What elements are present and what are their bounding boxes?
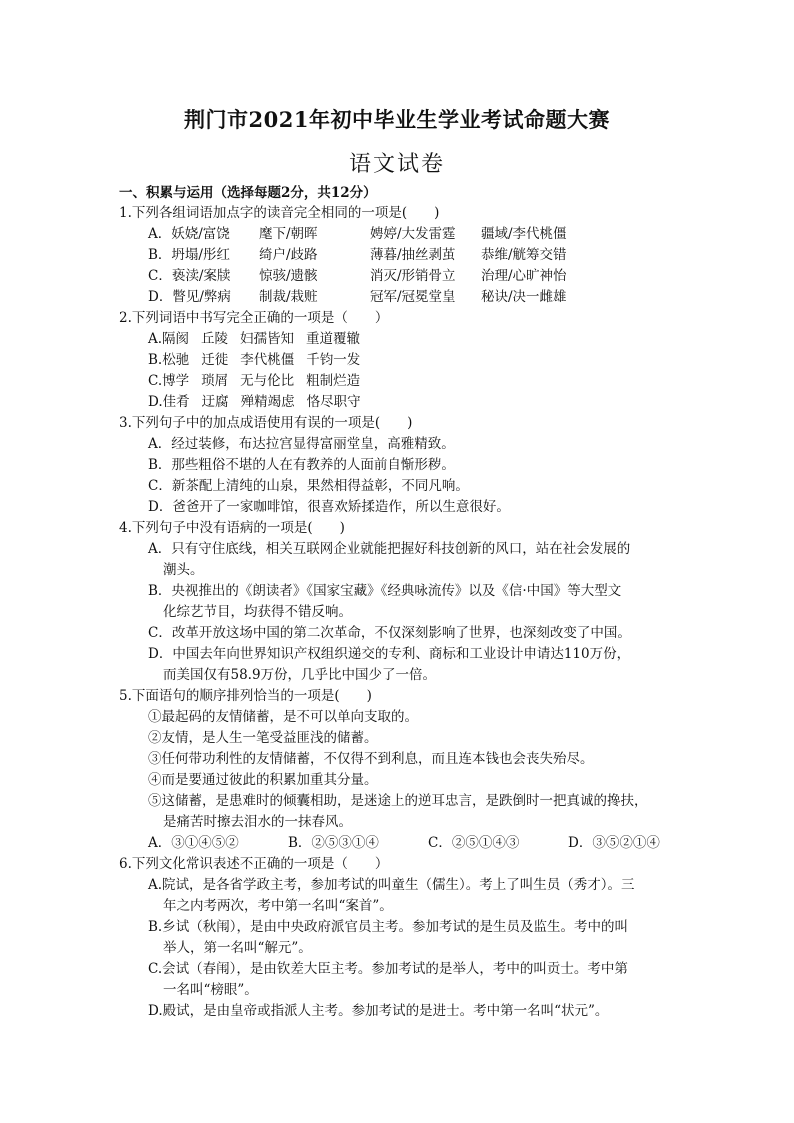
question-6-option-a: A.院试，是各省学政主考，参加考试的叫童生（儒生）。考上了叫生员（秀才）。三 [148, 877, 635, 893]
option-cell: 麾下/朝晖 [259, 226, 318, 242]
question-2-option-d [148, 392, 373, 412]
option-cell: 妇孺皆知 [240, 331, 295, 347]
section-heading: 一、积累与运用（选择每题2分，共12分） [119, 185, 377, 201]
question-4-option-b: B．央视推出的《朗读者》《国家宝藏》《经典咏流传》以及《信·中国》等大型文 [148, 583, 622, 599]
option-cell: 绮户/歧路 [259, 247, 318, 263]
question-4-option-b-continued: 化综艺节目，均获得不错反响。 [163, 604, 352, 620]
option-cell: 疆域/李代桃僵 [481, 226, 567, 242]
question-4-option-d: D．中国去年向世界知识产权组织递交的专利、商标和工业设计申请达110万份， [148, 646, 631, 662]
question-5-sentence-2: ②友情，是人生一笔受益匪浅的储蓄。 [148, 730, 378, 746]
option-cell: 恭维/觥筹交错 [481, 247, 567, 263]
question-4-option-c: C．改革开放这场中国的第二次革命，不仅深刻影响了世界，也深刻改变了中国。 [148, 625, 631, 641]
option-cell: 殚精竭虑 [240, 394, 295, 410]
option-cell: 琐屑 [201, 373, 229, 389]
question-5-sentence-5-continued: 是痛苦时擦去泪水的一抹春风。 [163, 814, 352, 830]
option-cell: 冠军/冠冕堂皇 [370, 289, 456, 305]
exam-subtitle: 语文试卷 [348, 152, 445, 177]
question-6-option-a-continued: 年之内考两次，考中第一名叫“案首”。 [163, 898, 393, 914]
question-3-stem: 3.下列句子中的加点成语使用有误的一项是( ) [119, 415, 413, 431]
option-cell: C．亵渎/案牍 [148, 268, 231, 284]
question-4-option-d-continued: 而美国仅有58.9万份，几乎比中国少了一倍。 [163, 667, 437, 683]
question-6-option-d: D.殿试，是由皇帝或指派人主考。参加考试的是进士。考中第一名叫“状元”。 [148, 1003, 609, 1019]
option-d: D．③⑤②①④ [568, 835, 660, 851]
option-cell: B．坍塌/彤红 [148, 247, 230, 263]
question-5-sentence-3: ③任何带功利性的友情储蓄，不仅得不到利息，而且连本钱也会丧失殆尽。 [148, 751, 594, 767]
question-6-option-c: C.会试（春闱），是由钦差大臣主考。参加考试的是举人，考中的叫贡士。考中第 [148, 961, 628, 977]
question-1-option-b [148, 245, 567, 265]
question-5-sentence-5: ⑤这储蓄，是患难时的倾囊相助，是迷途上的逆耳忠言，是跌倒时一把真诚的搀扶， [148, 793, 648, 809]
option-cell: 消灭/形销骨立 [370, 268, 456, 284]
question-5-options [148, 833, 708, 853]
option-cell: 迂腐 [201, 394, 229, 410]
option-cell: 迁徙 [201, 352, 229, 368]
exam-title: 荆门市2021年初中毕业生学业考试命题大赛 [184, 107, 610, 132]
question-4-stem: 4.下列句子中没有语病的一项是( ) [119, 520, 345, 536]
option-cell: 惊骇/遗骸 [259, 268, 318, 284]
question-5-sentence-1: ①最起码的友情储蓄，是不可以单向支取的。 [148, 709, 418, 725]
option-b: B．②⑤③①④ [288, 835, 379, 851]
question-1-option-a [148, 224, 567, 244]
option-cell: A．妖娆/富饶 [148, 226, 230, 242]
question-1-option-d [148, 287, 567, 307]
question-3-option-b: B．那些粗俗不堪的人在有教养的人面前自惭形秽。 [148, 457, 455, 473]
question-2-option-b [148, 350, 372, 370]
question-6-option-b: B.乡试（秋闱），是由中央政府派官员主考。参加考试的是生员及监生。考中的叫 [148, 919, 628, 935]
question-4-option-a: A．只有守住底线，相关互联网企业就能把握好科技创新的风口，站在社会发展的 [148, 541, 631, 557]
question-2-stem: 2.下列词语中书写完全正确的一项是（ ） [119, 310, 389, 326]
option-cell: 千钧一发 [306, 352, 361, 368]
option-cell: C.博学 [148, 373, 190, 389]
option-cell: 薄暮/抽丝剥茧 [370, 247, 456, 263]
question-3-option-c: C．新茶配上清纯的山泉，果然相得益彰，不同凡响。 [148, 478, 469, 494]
option-cell: 粗制烂造 [306, 373, 361, 389]
option-cell: D.佳肴 [148, 394, 190, 410]
question-6-option-b-continued: 举人，第一名叫“解元”。 [163, 940, 312, 956]
option-cell: 无与伦比 [240, 373, 295, 389]
option-cell: 治理/心旷神怡 [481, 268, 567, 284]
option-a: A．③①④⑤② [148, 835, 239, 851]
option-cell: B.松驰 [148, 352, 190, 368]
option-cell: 秘诀/决一雌雄 [481, 289, 567, 305]
option-cell: 恪尽职守 [306, 394, 361, 410]
question-2-option-c [148, 371, 372, 391]
question-5-stem: 5.下面语句的顺序排列恰当的一项是( ) [119, 688, 372, 704]
option-cell: D．瞥见/弊病 [148, 289, 231, 305]
question-1-stem: 1.下列各组词语加点字的读音完全相同的一项是( ) [119, 205, 440, 221]
option-cell: 制裁/栽赃 [259, 289, 318, 305]
question-3-option-a: A．经过装修，布达拉宫显得富丽堂皇，高雅精致。 [148, 436, 455, 452]
question-5-sentence-4: ④而是要通过彼此的积累加重其分量。 [148, 772, 378, 788]
question-6-stem: 6.下列文化常识表述不正确的一项是（ ） [119, 856, 389, 872]
option-c: C．②⑤①④③ [428, 835, 520, 851]
question-6-option-c-continued: 一名叫“榜眼”。 [163, 982, 258, 998]
option-cell: A.隔阂 [148, 331, 190, 347]
question-1-option-c [148, 266, 567, 286]
option-cell: 娉婷/大发雷霆 [370, 226, 456, 242]
option-cell: 重道覆辙 [306, 331, 361, 347]
option-cell: 丘陵 [201, 331, 229, 347]
question-2-option-a [148, 329, 372, 349]
question-3-option-d: D．爸爸开了一家咖啡馆，很喜欢矫揉造作，所以生意很好。 [148, 499, 510, 515]
option-cell: 李代桃僵 [240, 352, 295, 368]
question-4-option-a-continued: 潮头。 [163, 562, 204, 578]
